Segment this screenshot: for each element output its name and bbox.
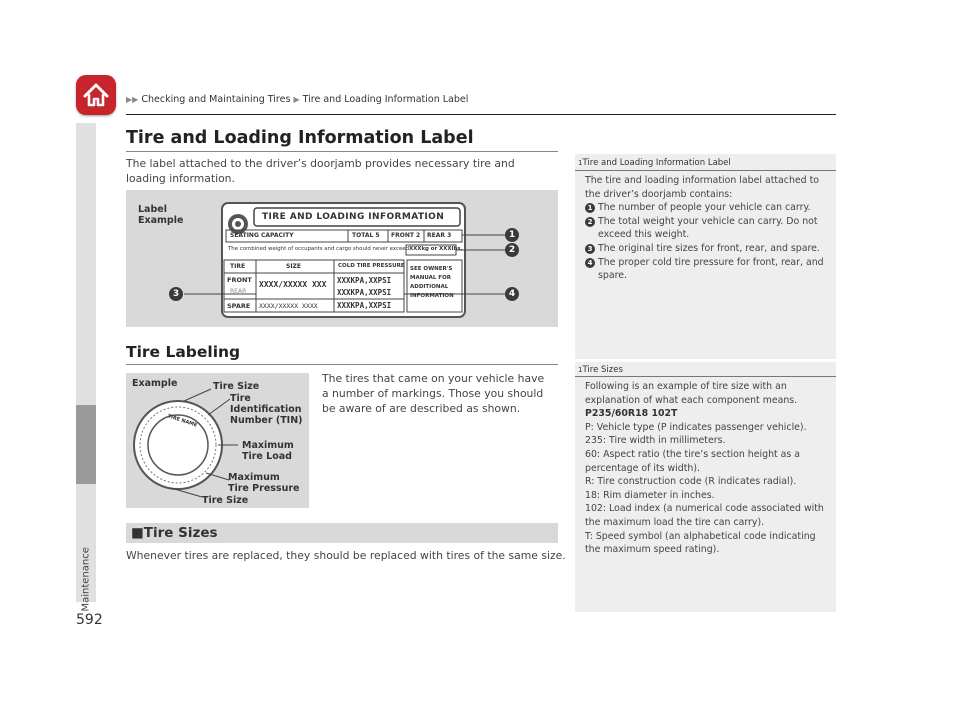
note2-rule — [575, 376, 836, 377]
note2-title — [578, 365, 623, 375]
section-label: Maintenance — [80, 547, 92, 612]
breadcrumb-arrow-icon: ▶▶ — [126, 95, 139, 104]
label-row-spare: SPARE — [227, 302, 251, 310]
note1-title-text: Tire and Loading Information Label — [582, 158, 731, 168]
note-tire-sizes — [575, 362, 836, 612]
note1-item — [585, 242, 831, 256]
page-number: 592 — [76, 612, 103, 628]
max-pressure-label: Maximum Tire Pressure — [228, 472, 300, 494]
label-pressure-spare: XXXKPA,XXPSI — [337, 301, 392, 310]
note1-intro: The tire and loading information label attached to the driver’s doorjamb contains: — [585, 175, 820, 200]
tire-example-caption: Example — [132, 378, 178, 389]
callout-4: 4 — [505, 287, 519, 301]
label-manual-for: MANUAL FOR — [410, 275, 451, 281]
note2-line: 60: Aspect ratio (the tire’s section height as a percentage of its width). — [585, 448, 801, 474]
square-bullet-icon: ■ — [131, 525, 144, 541]
tire-sizes-title: Tire Sizes — [143, 525, 218, 541]
note1-title — [578, 158, 731, 168]
note-icon: 1 — [578, 159, 583, 167]
intro-paragraph: The label attached to the driver’s doorjamb provides necessary tire and loading information. — [126, 157, 515, 185]
callout-2: 2 — [505, 243, 519, 257]
note1-body — [585, 174, 831, 283]
note2-line: R: Tire construction code (R indicates radial). — [585, 476, 797, 488]
tire-size-top-label: Tire Size — [213, 381, 260, 392]
callout-3: 3 — [169, 287, 183, 301]
note1-item — [585, 215, 831, 242]
note1-rule — [575, 170, 836, 171]
note1-item-text: The number of people your vehicle can carry. — [598, 202, 811, 214]
label-size-main: XXXX/XXXXX XXX — [259, 280, 327, 289]
sidebar-bar — [76, 123, 96, 602]
label-col-tire: TIRE — [230, 263, 246, 270]
label-pressure-front: XXXKPA,XXPSI — [337, 276, 392, 285]
label-pressure-rear: XXXKPA,XXPSI — [337, 288, 392, 297]
note1-item — [585, 201, 831, 215]
label-example-panel — [126, 190, 558, 327]
tire-sizes-paragraph: Whenever tires are replaced, they should be replaced with tires of the same size. — [126, 549, 566, 562]
note2-intro: Following is an example of tire size with an explanation of what each component means. — [585, 381, 798, 406]
tire-name-text: TIRE NAME — [166, 413, 198, 429]
tire-size-bottom-label: Tire Size — [202, 495, 249, 506]
tire-labeling-paragraph: The tires that came on your vehicle have a number of markings. Those you should be aware of are described as shown. — [322, 372, 545, 415]
note2-line: P: Vehicle type (P indicates passenger vehicle). — [585, 421, 807, 433]
label-seating: SEATING CAPACITY — [230, 232, 294, 239]
label-owner-note — [410, 265, 454, 301]
note-icon: 1 — [578, 366, 583, 374]
label-weight: XXXkg or XXXlbs. — [409, 246, 463, 252]
callout-1: 1 — [505, 228, 519, 242]
number-badge-icon: 3 — [585, 244, 595, 254]
number-badge-icon: 4 — [585, 258, 595, 268]
note2-line: 235: Tire width in millimeters. — [585, 435, 726, 447]
note1-item-text: The proper cold tire pressure for front, rear, and spare. — [598, 256, 824, 282]
label-col-pressure: COLD TIRE PRESSURE — [338, 263, 405, 269]
label-information: INFORMATION — [410, 293, 454, 299]
label-combined: The combined weight of occupants and cargo should never exceed — [228, 246, 410, 252]
note1-item-text: The original tire sizes for front, rear, and spare. — [598, 242, 820, 254]
note2-title-text: Tire Sizes — [582, 365, 623, 375]
label-size-spare: XXXX/XXXXX XXXX — [259, 302, 318, 310]
title-rule — [126, 151, 558, 152]
note2-body — [585, 380, 831, 557]
label-example-caption: Label Example — [138, 204, 184, 226]
label-heading: TIRE AND LOADING INFORMATION — [262, 212, 445, 222]
section-rule — [126, 364, 558, 365]
label-front: FRONT 2 — [391, 232, 421, 239]
note1-item — [585, 256, 831, 283]
label-see-owner: SEE OWNER'S — [410, 266, 453, 272]
page-title: Tire and Loading Information Label — [126, 128, 474, 148]
tire-example-panel — [126, 373, 309, 508]
breadcrumb-link-tires[interactable]: Checking and Maintaining Tires — [141, 94, 291, 105]
note2-line: T: Speed symbol (an alphabetical code indicating the maximum speed rating). — [585, 530, 816, 556]
tire-sizes-heading — [131, 525, 218, 541]
note2-line: 102: Load index (a numerical code associated with the maximum load the tire can carry). — [585, 503, 824, 528]
note2-example: P235/60R18 102T — [585, 408, 678, 420]
label-row-front: FRONT — [227, 276, 252, 284]
label-rear: REAR 3 — [427, 232, 452, 239]
note-tire-label — [575, 154, 836, 359]
note2-line: 18: Rim diameter in inches. — [585, 489, 715, 501]
home-icon — [76, 75, 116, 115]
number-badge-icon: 2 — [585, 217, 595, 227]
max-load-label: Maximum Tire Load — [242, 440, 294, 462]
breadcrumb-arrow-icon: ▶ — [293, 95, 300, 104]
label-additional: ADDITIONAL — [410, 284, 449, 290]
breadcrumb-current: Tire and Loading Information Label — [302, 94, 469, 105]
tin-label: Tire Identification Number (TIN) — [230, 393, 303, 426]
label-col-size: SIZE — [286, 263, 302, 270]
label-total: TOTAL 5 — [352, 232, 380, 239]
sidebar-section-tab[interactable] — [76, 405, 96, 484]
section-title-tire-labeling: Tire Labeling — [126, 343, 241, 361]
number-badge-icon: 1 — [585, 203, 595, 213]
breadcrumb — [126, 94, 468, 105]
header-rule — [126, 114, 836, 115]
note1-item-text: The total weight your vehicle can carry. Do not exceed this weight. — [598, 215, 818, 241]
home-button[interactable] — [76, 75, 116, 115]
label-row-rear: REAR — [230, 288, 247, 295]
